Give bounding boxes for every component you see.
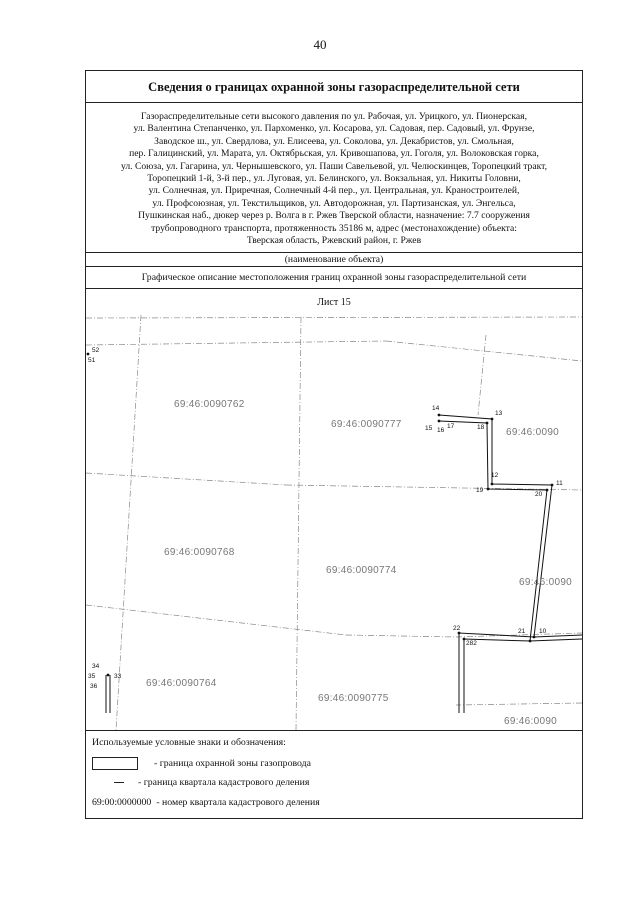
description-line: пер. Галицинский, ул. Марата, ул. Октябрьская, ул. Кривошапова, ул. Гоголя, ул. Волоковская горка, (129, 148, 539, 160)
parcel-number: 69:46:0090774 (326, 565, 397, 576)
legend (86, 731, 582, 820)
point-label: 282 (466, 640, 477, 647)
point-label: 22 (453, 625, 461, 632)
description-line: ул. Солнечная, ул. Приречная, Солнечный 4-й пер., ул. Центральная, ул. Краностроителей, (148, 185, 520, 197)
point-label: 17 (447, 423, 455, 430)
point-label: 15 (425, 425, 433, 432)
page-number: 40 (313, 37, 327, 52)
point-label: 19 (476, 487, 484, 494)
parcel-number: 69:46:0090 (519, 577, 573, 588)
parcel-number: 69:46:0090 (506, 427, 560, 438)
parcel-number: 69:46:0090762 (174, 399, 245, 410)
description-line: ул. Валентина Степанченко, ул. Пархоменко, ул. Косарова, ул. Садовая, пер. Садовый, ул. Фрунзе, (133, 123, 535, 135)
name-caption: (наименование объекта) (86, 253, 582, 267)
sheet-label: Лист 15 (317, 297, 351, 308)
point-label: 36 (90, 683, 98, 690)
quarter-boundary-symbol (114, 782, 124, 783)
description-line: Пушкинская наб., дюкер через р. Волга в г. Ржев Тверской области, назначение: 7.7 сооружения (138, 210, 530, 222)
point-label: 18 (477, 424, 485, 431)
point-label: 12 (491, 472, 499, 479)
point-label: 21 (518, 628, 526, 635)
description-line: трубопроводного транспорта, протяженность 35186 м, адрес (местонахождение) объекта: (151, 222, 517, 234)
point-label: 35 (88, 673, 96, 680)
point-label: 14 (432, 405, 440, 412)
description-line: ул. Профсоюзная, ул. Текстильщиков, ул. Автодорожная, ул. Партизанская, ул. Энгельса, (152, 197, 516, 209)
point-label: 33 (114, 673, 122, 680)
cadastral-map (86, 315, 582, 730)
legend-quarter-text: - граница квартала кадастрового деления (138, 777, 310, 788)
legend-quarter-code: 69:00:0000000 (92, 797, 152, 808)
graphic-caption: Графическое описание местоположения границ охранной зоны газораспределительной сети (86, 267, 582, 289)
point-label: 20 (535, 491, 543, 498)
parcel-number: 69:46:0090768 (164, 547, 235, 558)
parcel-number: 69:46:0090775 (318, 693, 389, 704)
parcel-number: 69:46:0090 (504, 716, 558, 727)
parcel-number: 69:46:0090777 (331, 419, 402, 430)
description-line: ул. Союза, ул. Гагарина, ул. Чернышевского, ул. Паши Савельевой, ул. Челюскинцев, Торопецкий тракт, (120, 160, 547, 172)
document-frame (85, 70, 583, 819)
legend-zone-row (92, 757, 311, 770)
point-label: 10 (539, 628, 547, 635)
legend-code-text: - номер квартала кадастрового деления (156, 797, 320, 808)
object-description (86, 103, 582, 253)
legend-code-row (92, 797, 320, 808)
map-sheet (86, 289, 582, 731)
parcel-number: 69:46:0090764 (146, 678, 217, 689)
point-label: 13 (495, 410, 503, 417)
point-label: 34 (92, 663, 100, 670)
description-line: Заводское ш., ул. Свердлова, ул. Елисеева, ул. Соколова, ул. Декабристов, ул. Смольная, (154, 135, 514, 147)
document-title: Сведения о границах охранной зоны газораспределительной сети (86, 71, 582, 103)
point-label: 51 (88, 357, 96, 364)
zone-boundary-symbol (92, 757, 138, 770)
legend-zone-text: - граница охранной зоны газопровода (154, 758, 311, 769)
description-line: Торопецкий 1-й, 3-й пер., ул. Луговая, ул. Белинского, ул. Вокзальная, ул. Никиты Головни, (147, 173, 521, 185)
legend-quarter-row (92, 777, 309, 788)
description-line: Тверская область, Ржевский район, г. Ржев (246, 235, 422, 247)
point-label: 16 (437, 427, 445, 434)
point-label: 11 (556, 480, 563, 487)
legend-title: Используемые условные знаки и обозначения: (92, 737, 286, 748)
point-label: 52 (92, 347, 100, 354)
description-line: Газораспределительные сети высокого давления по ул. Рабочая, ул. Урицкого, ул. Пионерская, (141, 111, 527, 122)
